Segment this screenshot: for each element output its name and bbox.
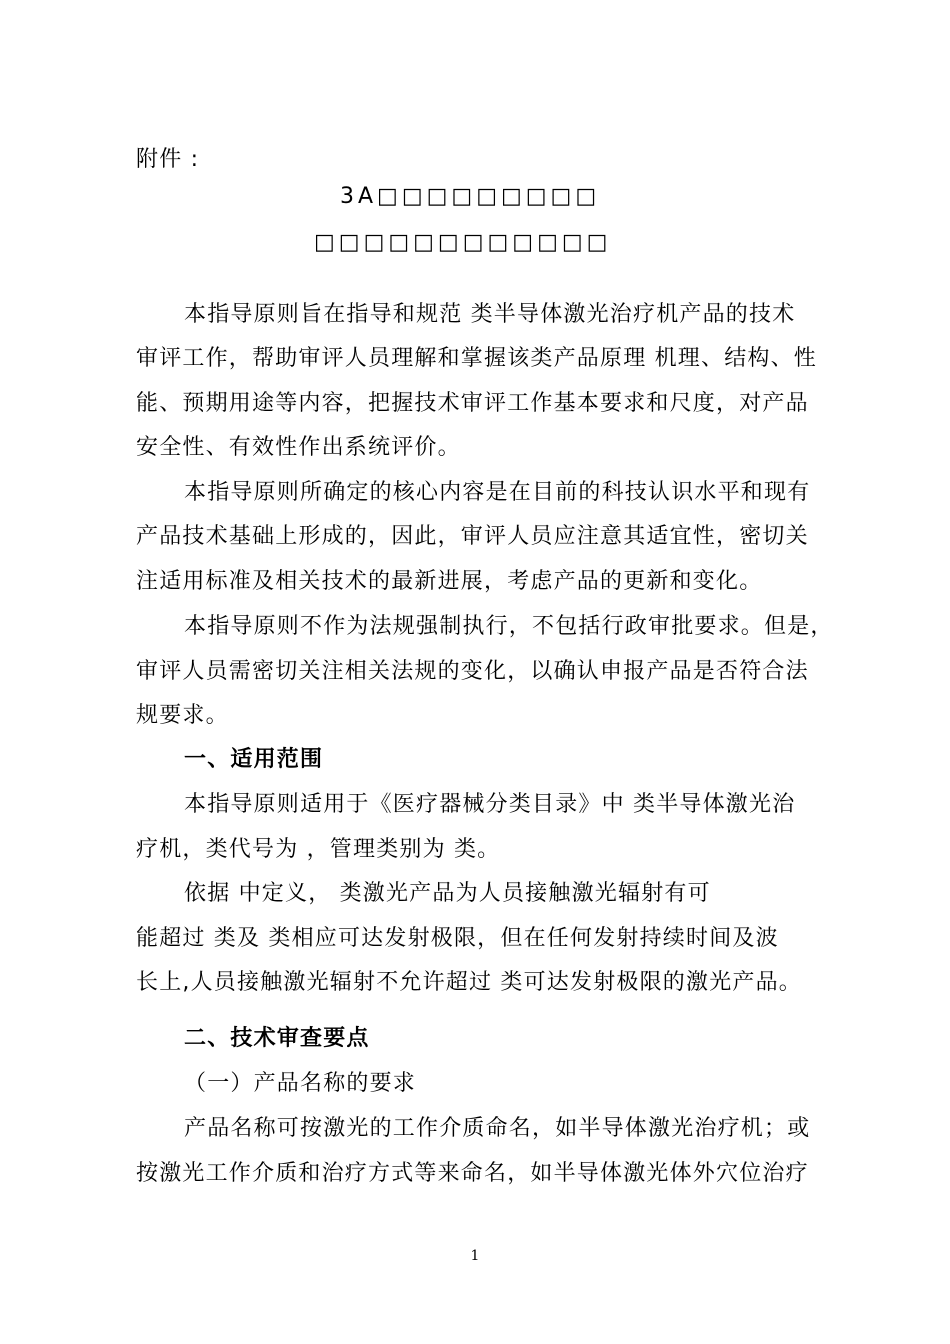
paragraph-line: 安全性、有效性作出系统评价。 [136, 435, 461, 460]
paragraph-line: 产品技术基础上形成的，因此，审评人员应注意其适宜性，密切关 [136, 524, 809, 549]
title-line-1: 3A□□□□□□□□□ [340, 184, 601, 209]
paragraph-line: 本指导原则不作为法规强制执行，不包括行政审批要求。但是， [184, 614, 834, 639]
paragraph-line: 审评人员需密切关注相关法规的变化，以确认申报产品是否符合法 [136, 659, 809, 684]
paragraph-line: 本指导原则旨在指导和规范 类半导体激光治疗机产品的技术 [184, 302, 796, 327]
page-number: 1 [470, 1248, 480, 1264]
paragraph-line: 疗机，类代号为 ，管理类别为 类。 [136, 837, 501, 862]
section-1-heading: 一、适用范围 [184, 747, 324, 772]
section-2-heading: 二、技术审查要点 [184, 1026, 370, 1051]
paragraph-line: 本指导原则所确定的核心内容是在目前的科技认识水平和现有 [184, 480, 811, 505]
paragraph-line: 注适用标准及相关技术的最新进展，考虑产品的更新和变化。 [136, 569, 763, 594]
paragraph-line: 按激光工作介质和治疗方式等来命名，如半导体激光体外穴位治疗 [136, 1161, 809, 1186]
paragraph-line: 本指导原则适用于《医疗器械分类目录》中 类半导体激光治 [184, 792, 796, 817]
paragraph-line: 长上,人员接触激光辐射不允许超过 类可达发射极限的激光产品。 [136, 970, 802, 995]
title-line-2: □□□□□□□□□□□□ [314, 230, 612, 255]
attachment-label: 附件 : [136, 147, 200, 172]
subsection-1-heading: （一）产品名称的要求 [184, 1071, 417, 1096]
paragraph-line: 能、预期用途等内容，把握技术审评工作基本要求和尺度，对产品 [136, 391, 809, 416]
paragraph-line: 产品名称可按激光的工作介质命名，如半导体激光治疗机；或 [184, 1116, 811, 1141]
paragraph-line: 能超过 类及 类相应可达发射极限，但在任何发射持续时间及波 [136, 926, 779, 951]
paragraph-line: 规要求。 [136, 703, 229, 728]
paragraph-line: 审评工作，帮助审评人员理解和掌握该类产品原理 机理、结构、性 [136, 346, 817, 371]
paragraph-line: 依据 中定义， 类激光产品为人员接触激光辐射有可 [184, 881, 711, 906]
